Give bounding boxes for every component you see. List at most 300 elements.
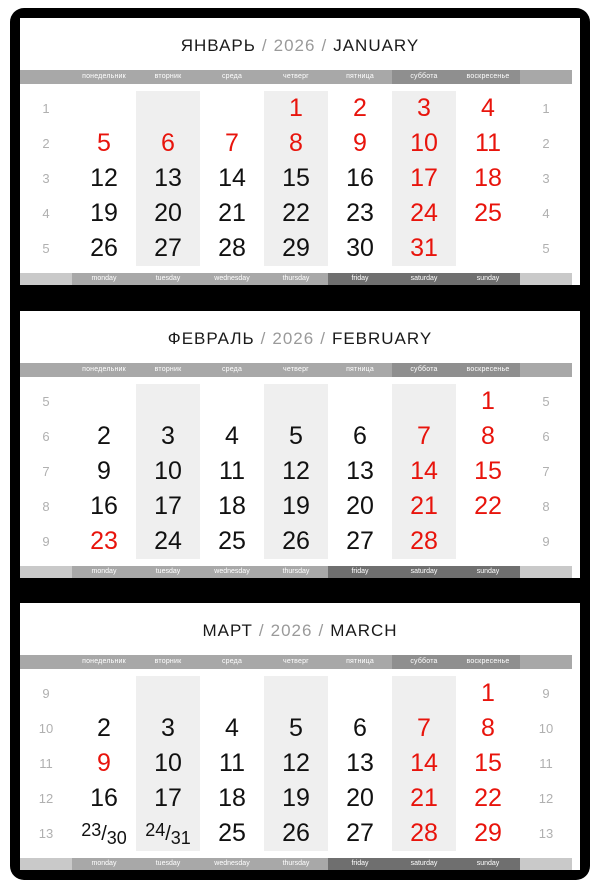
day-cell[interactable] [200,91,264,126]
day-number: 15 [474,749,502,777]
day-cell[interactable] [328,781,392,816]
day-cell[interactable] [72,454,136,489]
day-cell[interactable] [328,384,392,419]
day-number: 3 [161,714,175,742]
weekday-ru-sun: воскресенье [456,363,520,377]
day-cell[interactable] [456,816,520,851]
month-year: 2026 [270,621,313,640]
day-cell[interactable] [200,454,264,489]
day-number: 22 [474,491,502,520]
day-cell[interactable] [456,711,520,746]
day-cell[interactable] [456,231,520,266]
week-number-right: 9 [520,676,572,711]
day-cell[interactable] [136,676,200,711]
day-cell[interactable] [72,126,136,161]
day-cell[interactable] [392,231,456,266]
week-number-left: 2 [20,126,72,161]
day-cell[interactable] [392,489,456,524]
week-number-right: 11 [520,746,572,781]
day-cell[interactable] [72,91,136,126]
grid-spacer [20,559,580,566]
day-cell[interactable] [136,91,200,126]
day-cell[interactable] [456,419,520,454]
day-cell[interactable] [72,711,136,746]
day-cell[interactable] [328,91,392,126]
day-cell[interactable] [456,161,520,196]
week-number-left: 10 [20,711,72,746]
day-cell[interactable] [264,91,328,126]
week-number-left: 7 [20,454,72,489]
day-cell[interactable] [200,231,264,266]
week-number-right: 1 [520,91,572,126]
day-number: 5 [97,129,111,157]
day-cell[interactable] [392,711,456,746]
day-cell[interactable] [456,746,520,781]
day-number: 17 [154,491,182,520]
day-cell[interactable] [200,524,264,559]
day-cell[interactable] [456,676,520,711]
day-cell[interactable] [328,126,392,161]
weekday-en-sun: sunday [456,566,520,578]
day-number: 7 [225,129,239,157]
day-cell[interactable] [264,816,328,851]
day-number: 28 [410,526,438,555]
week-number-right: 8 [520,489,572,524]
day-number: 25 [474,199,502,227]
week-number-left: 13 [20,816,72,851]
day-cell[interactable] [392,126,456,161]
day-cell[interactable] [200,161,264,196]
day-number: 25 [218,819,246,847]
day-number: 15 [282,164,310,192]
day-number: 17 [154,784,182,812]
day-number: 11 [219,456,245,485]
day-cell[interactable] [72,524,136,559]
day-cell[interactable] [264,126,328,161]
day-cell[interactable] [456,454,520,489]
week-row [20,419,580,454]
week-number-left: 5 [20,384,72,419]
day-number: 18 [474,164,502,192]
month-title-march: МАРТ / 2026 / MARCH [202,621,398,640]
weekday-ru-mon: понедельник [72,655,136,669]
month-title-february: ФЕВРАЛЬ / 2026 / FEBRUARY [167,328,433,348]
day-number: 16 [90,491,118,520]
week-number-left: 3 [20,161,72,196]
day-number: 12 [282,456,310,485]
weekday-ru-thu: четверг [264,70,328,84]
weekday-en-mon: monday [72,273,136,285]
day-number: 22 [282,199,310,227]
day-cell[interactable] [264,454,328,489]
day-number: 11 [475,129,501,157]
weeknum-corner-right [520,566,572,578]
week-number-left: 4 [20,196,72,231]
day-cell[interactable] [72,384,136,419]
week-number-right: 10 [520,711,572,746]
month-year: 2026 [273,36,316,55]
weeknum-corner-right [520,655,572,669]
day-number: 28 [410,819,438,847]
day-number-fraction: 24 / 31 [145,819,191,848]
grid-spacer [20,669,580,676]
day-number: 25 [218,526,246,555]
day-cell[interactable] [328,454,392,489]
day-number: 7 [417,421,431,450]
day-number: 9 [97,749,111,777]
day-number: 13 [154,164,182,192]
week-row [20,676,580,711]
day-number: 18 [218,491,246,520]
day-number: 13 [346,749,374,777]
day-cell[interactable] [328,196,392,231]
day-cell[interactable] [136,489,200,524]
day-number: 21 [410,784,438,812]
day-number: 28 [218,234,246,262]
month-title-january: ЯНВАРЬ / 2026 / JANUARY [180,36,420,55]
day-cell[interactable] [392,676,456,711]
weekday-header-ru-january [20,70,580,84]
day-cell[interactable] [456,126,520,161]
day-cell[interactable] [136,524,200,559]
month-grid-january [20,91,580,266]
week-number-right: 4 [520,196,572,231]
weeknum-corner-right [520,858,572,870]
weekday-en-fri: friday [328,566,392,578]
month-name-en: MARCH [330,621,398,640]
day-cell[interactable] [264,419,328,454]
day-cell[interactable] [200,816,264,851]
week-row [20,126,580,161]
day-cell[interactable] [392,454,456,489]
day-cell[interactable] [456,781,520,816]
weeknum-corner [20,273,72,285]
week-number-left: 1 [20,91,72,126]
week-number-right: 5 [520,231,572,266]
day-cell[interactable] [328,419,392,454]
day-cell[interactable] [200,489,264,524]
day-cell[interactable] [136,161,200,196]
day-cell[interactable] [392,196,456,231]
weekday-en-thu: thursday [264,858,328,870]
month-name-ru: ФЕВРАЛЬ [167,328,255,348]
week-number-right: 5 [520,384,572,419]
day-cell[interactable] [136,419,200,454]
month-year: 2026 [272,328,315,348]
weekday-en-sun: sunday [456,858,520,870]
weekday-ru-sun: воскресенье [456,655,520,669]
day-cell[interactable] [72,676,136,711]
week-row [20,781,580,816]
week-row [20,489,580,524]
day-cell[interactable] [200,711,264,746]
day-number: 4 [225,421,239,450]
week-row [20,524,580,559]
day-cell[interactable] [328,524,392,559]
day-number: 1 [481,386,495,415]
day-cell[interactable] [392,524,456,559]
day-cell[interactable] [392,781,456,816]
week-number-right: 9 [520,524,572,559]
day-number: 9 [97,456,111,485]
weeknum-corner-right [520,70,572,84]
day-cell[interactable] [72,781,136,816]
day-cell[interactable] [72,746,136,781]
weekday-ru-thu: четверг [264,363,328,377]
day-number: 5 [289,714,303,742]
day-cell[interactable] [200,419,264,454]
day-cell[interactable] [328,746,392,781]
day-cell[interactable] [200,746,264,781]
weekday-en-sat: saturday [392,566,456,578]
day-number: 10 [154,456,182,485]
month-grid-march [20,676,580,851]
day-cell[interactable] [136,384,200,419]
day-number: 21 [218,199,246,227]
week-row [20,746,580,781]
grid-spacer [20,266,580,273]
day-number: 3 [161,421,175,450]
day-number: 7 [417,714,431,742]
grid-spacer [20,851,580,858]
day-cell[interactable] [392,816,456,851]
day-cell[interactable] [456,489,520,524]
day-number: 14 [410,749,438,777]
week-number-left: 9 [20,676,72,711]
weekday-ru-thu: четверг [264,655,328,669]
weeknum-corner [20,566,72,578]
day-cell[interactable] [328,816,392,851]
day-cell[interactable] [136,126,200,161]
week-number-left: 12 [20,781,72,816]
weekday-header-ru-march [20,655,580,669]
day-number: 26 [90,234,118,262]
week-row [20,454,580,489]
day-number: 13 [346,456,374,485]
weekday-en-tue: tuesday [136,566,200,578]
day-number: 19 [282,491,310,520]
day-cell[interactable] [264,676,328,711]
day-number: 19 [90,199,118,227]
week-number-left: 9 [20,524,72,559]
day-number: 6 [353,714,367,742]
day-cell[interactable] [264,196,328,231]
day-cell[interactable] [72,816,136,851]
day-cell[interactable] [72,489,136,524]
day-number: 10 [410,129,438,157]
day-cell[interactable] [136,454,200,489]
calendar-poster [10,8,590,880]
month-name-en: FEBRUARY [331,328,433,348]
week-number-left: 11 [20,746,72,781]
week-number-left: 6 [20,419,72,454]
day-number: 8 [481,714,495,742]
day-number: 19 [282,784,310,812]
day-number-fraction: 23 / 30 [81,819,127,848]
weekday-ru-tue: вторник [136,70,200,84]
weeknum-corner-right [520,363,572,377]
day-cell[interactable] [264,781,328,816]
day-number: 17 [410,164,438,192]
day-number: 27 [154,234,182,262]
weekday-ru-wed: среда [200,70,264,84]
month-block-january [20,18,580,285]
weekday-footer-en-march [20,858,580,870]
day-number: 20 [346,784,374,812]
day-number: 12 [90,164,118,192]
weekday-ru-mon: понедельник [72,70,136,84]
day-number: 24 [154,526,182,555]
day-number: 23 [346,199,374,227]
weekday-ru-tue: вторник [136,363,200,377]
day-cell[interactable] [264,161,328,196]
day-number: 12 [282,749,310,777]
week-row [20,231,580,266]
day-cell[interactable] [328,231,392,266]
day-cell[interactable] [456,91,520,126]
weekday-en-wed: wednesday [200,566,264,578]
day-cell[interactable] [456,524,520,559]
day-number: 15 [474,456,502,485]
weekday-en-fri: friday [328,858,392,870]
day-cell[interactable] [72,231,136,266]
week-row [20,161,580,196]
grid-spacer [20,84,580,91]
weekday-ru-tue: вторник [136,655,200,669]
month-name-ru: МАРТ [202,621,253,640]
month-name-ru: ЯНВАРЬ [180,36,256,55]
weekday-ru-sat: суббота [392,655,456,669]
day-number: 20 [154,199,182,227]
day-number: 1 [481,679,495,707]
day-cell[interactable] [200,384,264,419]
day-cell[interactable] [136,781,200,816]
day-cell[interactable] [328,489,392,524]
day-number: 6 [353,421,367,450]
month-block-march [20,603,580,870]
weekday-ru-wed: среда [200,655,264,669]
week-number-right: 6 [520,419,572,454]
day-number: 14 [218,164,246,192]
day-cell[interactable] [136,196,200,231]
weekday-en-wed: wednesday [200,273,264,285]
day-number: 24 [410,199,438,227]
week-number-right: 12 [520,781,572,816]
weeknum-corner-right [520,273,572,285]
day-cell[interactable] [136,711,200,746]
week-number-left: 8 [20,489,72,524]
day-cell[interactable] [328,711,392,746]
day-cell[interactable] [392,161,456,196]
weekday-ru-wed: среда [200,363,264,377]
day-cell[interactable] [72,419,136,454]
weekday-en-wed: wednesday [200,858,264,870]
weekday-footer-en-february [20,566,580,578]
day-number: 27 [346,526,374,555]
weekday-en-thu: thursday [264,273,328,285]
day-cell[interactable] [328,161,392,196]
day-number: 18 [218,784,246,812]
week-row [20,196,580,231]
grid-spacer [20,377,580,384]
week-row [20,91,580,126]
day-number: 8 [289,129,303,157]
day-cell[interactable] [264,489,328,524]
weekday-en-sat: saturday [392,858,456,870]
day-number: 2 [97,421,111,450]
month-grid-february [20,384,580,559]
day-cell[interactable] [136,231,200,266]
weekday-en-mon: monday [72,858,136,870]
day-number: 11 [219,749,245,777]
day-number: 26 [282,526,310,555]
week-number-right: 2 [520,126,572,161]
day-cell[interactable] [456,384,520,419]
month-block-february [20,311,580,578]
week-number-right: 3 [520,161,572,196]
weekday-en-sat: saturday [392,273,456,285]
day-number: 22 [474,784,502,812]
day-cell[interactable] [200,676,264,711]
day-cell[interactable] [392,91,456,126]
day-number: 5 [289,421,303,450]
day-cell[interactable] [200,126,264,161]
day-cell[interactable] [264,231,328,266]
weekday-en-thu: thursday [264,566,328,578]
weekday-en-tue: tuesday [136,273,200,285]
weekday-en-mon: monday [72,566,136,578]
week-number-right: 13 [520,816,572,851]
day-cell[interactable] [136,746,200,781]
day-cell[interactable] [264,384,328,419]
day-cell[interactable] [264,711,328,746]
week-number-left: 5 [20,231,72,266]
day-cell[interactable] [200,196,264,231]
day-number: 8 [481,421,495,450]
day-number: 29 [474,819,502,847]
day-cell[interactable] [72,196,136,231]
day-number: 30 [346,234,374,262]
week-row [20,384,580,419]
weekday-en-sun: sunday [456,273,520,285]
day-number: 23 [90,526,118,555]
day-cell[interactable] [392,419,456,454]
day-cell[interactable] [456,196,520,231]
day-cell[interactable] [136,816,200,851]
weeknum-corner [20,858,72,870]
week-row [20,816,580,851]
day-cell[interactable] [328,676,392,711]
day-number: 31 [410,234,438,262]
day-cell[interactable] [200,781,264,816]
weekday-header-ru-february [20,363,580,377]
day-number: 26 [282,819,310,847]
day-number: 16 [346,164,374,192]
day-number: 2 [353,94,367,122]
weekday-ru-sun: воскресенье [456,70,520,84]
day-number: 6 [161,129,175,157]
day-cell[interactable] [72,161,136,196]
weekday-en-fri: friday [328,273,392,285]
weeknum-corner [20,363,72,377]
day-cell[interactable] [264,524,328,559]
week-number-right: 7 [520,454,572,489]
day-cell[interactable] [264,746,328,781]
day-cell[interactable] [392,384,456,419]
day-number: 4 [481,94,495,122]
weeknum-corner [20,70,72,84]
day-cell[interactable] [392,746,456,781]
